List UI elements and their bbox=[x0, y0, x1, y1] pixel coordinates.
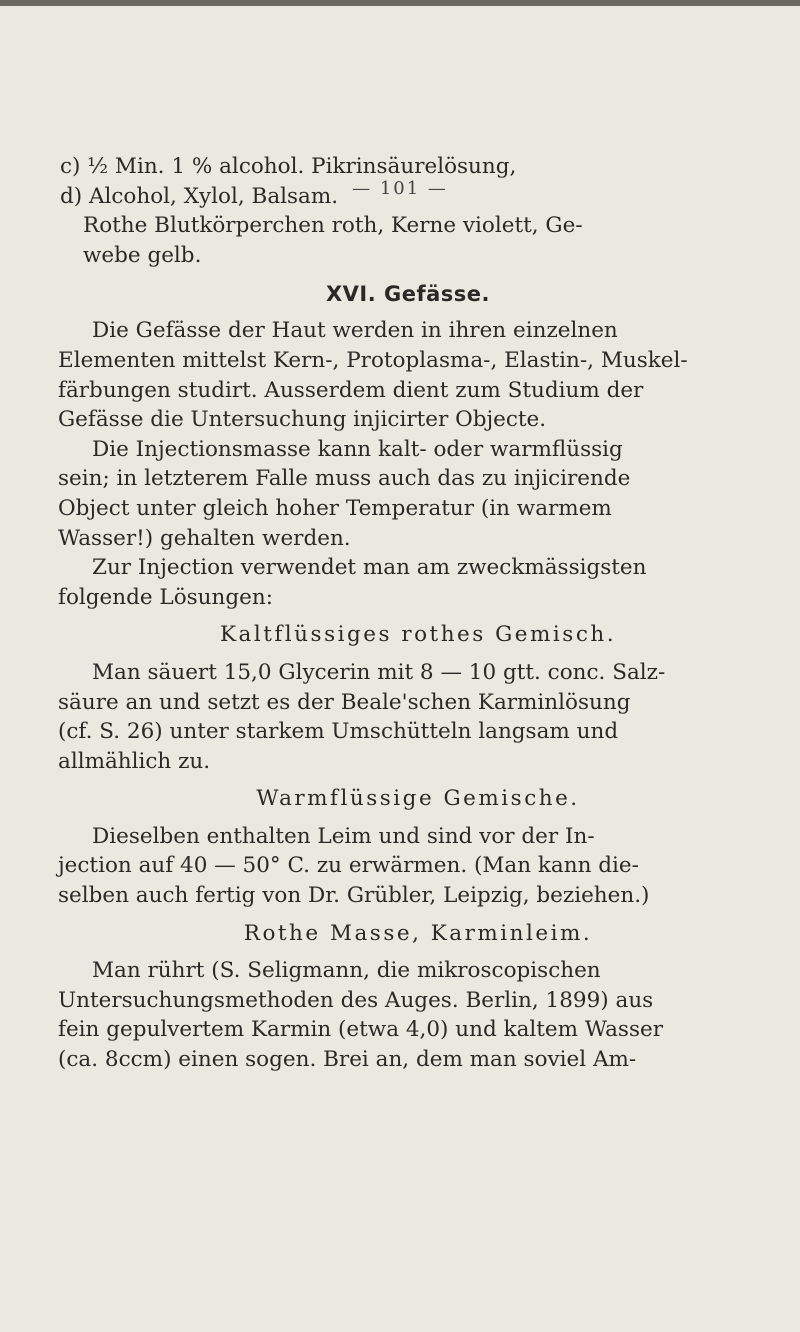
text-line: (cf. S. 26) unter starkem Umschütteln langsam und bbox=[58, 719, 619, 745]
text-line: säure an und setzt es der Beale'schen Karminlösung bbox=[58, 689, 631, 715]
text-line: Man rührt (S. Seligmann, die mikroscopischen bbox=[92, 958, 601, 984]
text-line: Dieselben enthalten Leim und sind vor der In- bbox=[92, 823, 595, 849]
text-line: Wasser!) gehalten werden. bbox=[58, 525, 351, 551]
paragraph-1 bbox=[58, 316, 758, 434]
text-line: fein gepulvertem Karmin (etwa 4,0) und kaltem Wasser bbox=[58, 1017, 663, 1043]
text-line: (ca. 8ccm) einen sogen. Brei an, dem man soviel Am- bbox=[58, 1047, 637, 1073]
text-line: Man säuert 15,0 Glycerin mit 8 — 10 gtt. conc. Salz- bbox=[92, 659, 666, 685]
section-heading: XVI. Gefässe. bbox=[325, 282, 491, 307]
text-line: selben auch fertig von Dr. Grübler, Leipzig, beziehen.) bbox=[58, 883, 650, 909]
text-line: folgende Lösungen: bbox=[58, 584, 273, 610]
result-line: Rothe Blutkörperchen roth, Kerne violett, Ge- bbox=[83, 213, 583, 239]
text-line: Object unter gleich hoher Temperatur (in warmem bbox=[58, 495, 612, 521]
paragraph-3 bbox=[58, 553, 758, 612]
paragraph-6 bbox=[58, 956, 758, 1074]
list-item-c: c) ½ Min. 1 % alcohol. Pikrinsäurelösung, bbox=[60, 154, 517, 179]
paragraph-2 bbox=[58, 435, 758, 553]
result-line: webe gelb. bbox=[83, 242, 202, 268]
page-body bbox=[58, 152, 758, 1075]
text-line: Elementen mittelst Kern-, Protoplasma-, Elastin-, Muskel- bbox=[58, 347, 688, 373]
subheading-cold-mixture: Kaltflüssiges rothes Gemisch. bbox=[219, 622, 617, 648]
text-line: Zur Injection verwendet man am zweckmässigsten bbox=[92, 555, 647, 581]
subheading-warm-mixtures: Warmflüssige Gemische. bbox=[256, 786, 580, 812]
paragraph-4 bbox=[58, 658, 758, 776]
page-number: — 101 — bbox=[352, 178, 448, 199]
list-item-d: d) Alcohol, Xylol, Balsam. bbox=[60, 183, 339, 209]
text-line: Untersuchungsmethoden des Auges. Berlin, 1899) aus bbox=[58, 987, 654, 1013]
text-line: Die Injectionsmasse kann kalt- oder warmflüssig bbox=[92, 436, 623, 462]
subheading-red-mass: Rothe Masse, Karminleim. bbox=[243, 920, 593, 946]
text-line: Die Gefässe der Haut werden in ihren einzelnen bbox=[92, 318, 618, 344]
text-line: allmählich zu. bbox=[58, 748, 211, 774]
text-line: sein; in letzterem Falle muss auch das zu injicirende bbox=[58, 466, 631, 492]
scan-top-edge bbox=[0, 0, 800, 6]
paragraph-5 bbox=[58, 822, 758, 911]
text-line: Gefässe die Untersuchung injicirter Objecte. bbox=[58, 407, 547, 433]
text-line: färbungen studirt. Ausserdem dient zum Studium der bbox=[58, 377, 644, 403]
text-line: jection auf 40 — 50° C. zu erwärmen. (Man kann die- bbox=[58, 853, 639, 879]
